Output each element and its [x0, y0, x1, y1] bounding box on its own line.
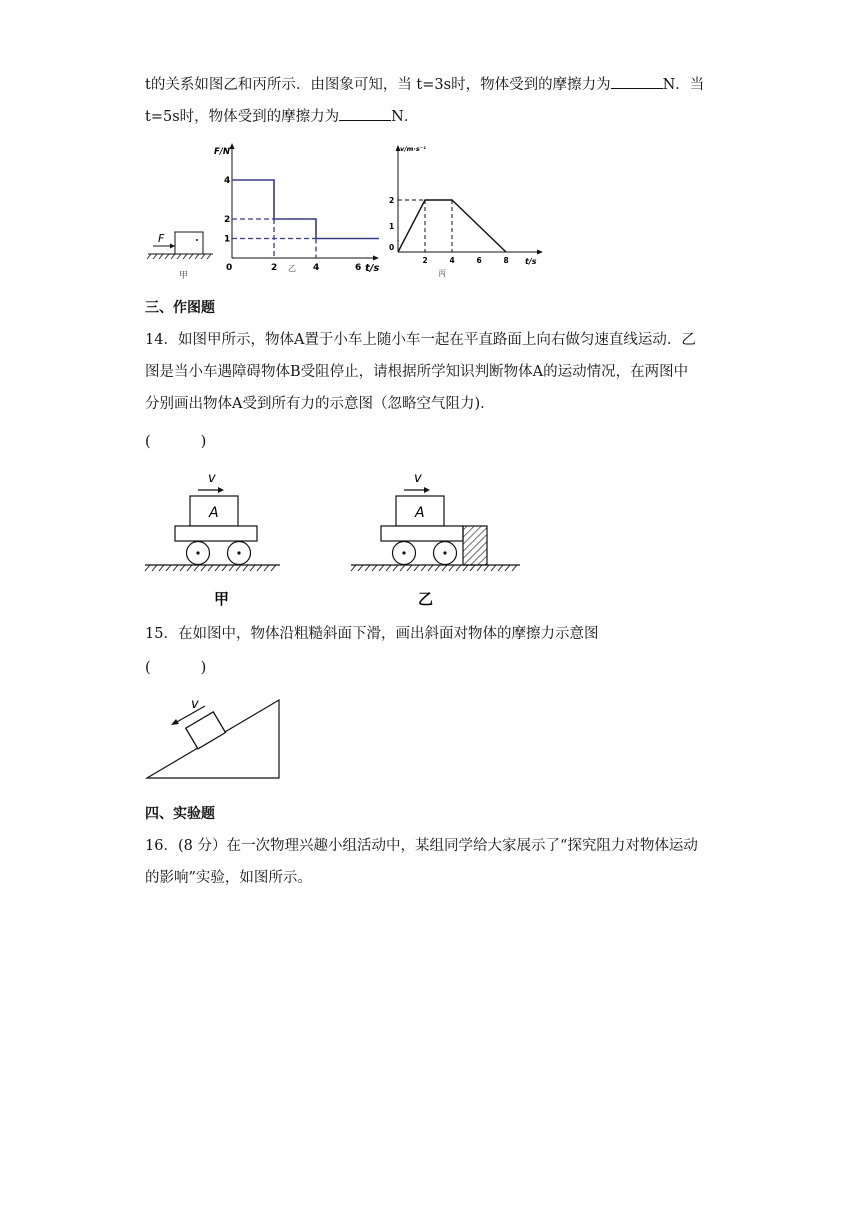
ground-hatch — [428, 565, 433, 571]
x-axis-label: t/s — [365, 263, 380, 274]
ground-hatch — [484, 565, 489, 571]
ground-hatch — [372, 565, 377, 571]
velocity-label: v — [414, 471, 422, 486]
ground-hatch — [456, 565, 461, 571]
q15-line-1: 15．在如图中，物体沿粗糙斜面下滑，画出斜面对物体的摩擦力示意图 — [145, 626, 599, 642]
q14-line-3: 分别画出物体A受到所有力的示意图（忽略空气阻力)． — [145, 396, 495, 412]
ground-hatch — [187, 565, 192, 571]
x-tick-label: 6 — [355, 263, 362, 273]
ground-hatch — [449, 565, 454, 571]
q14-line-2: 图是当小车遇障碍物体B受阻停止，请根据所学知识判断物体A的运动情况，在两图中 — [145, 364, 689, 380]
q14-answer-paren[interactable]: ( ) — [145, 434, 207, 450]
ground-hatch — [243, 565, 248, 571]
ground-hatch — [215, 565, 220, 571]
ground-hatch — [271, 565, 276, 571]
answer-blank-1[interactable] — [611, 74, 663, 89]
obstacle-b — [463, 526, 487, 565]
y-tick-label: 1 — [389, 222, 395, 231]
q13-figure-bing-chart — [380, 140, 545, 280]
y-axis-label: v/m·s⁻¹ — [400, 145, 426, 153]
caption-yi: 乙 — [418, 590, 434, 608]
ground-hatch — [491, 565, 496, 571]
q13-line-1: t的关系如图乙和丙所示．由图象可知，当 t=3s时，物体受到的摩擦力为 N．当 — [145, 74, 704, 95]
caption-bing: 丙 — [438, 269, 446, 278]
ground-hatch — [505, 565, 510, 571]
ground-hatch — [152, 565, 157, 571]
ground-hatch — [201, 565, 206, 571]
ground-hatch — [498, 565, 503, 571]
x-tick-label: 4 — [449, 256, 455, 265]
section-3-title: 三、作图题 — [145, 300, 215, 316]
ground-hatch — [435, 565, 440, 571]
x-tick-label: 4 — [313, 263, 320, 273]
ground-hatch — [222, 565, 227, 571]
ground-hatch — [386, 565, 391, 571]
q13-figure-yi-chart — [210, 140, 380, 285]
answer-blank-2[interactable] — [339, 106, 391, 121]
ground-hatch — [229, 565, 234, 571]
ground-hatch — [257, 565, 262, 571]
ground-hatch — [470, 565, 475, 571]
ground-hatch — [173, 565, 178, 571]
y-tick-label: 2 — [224, 215, 231, 225]
x-tick-label: 6 — [476, 256, 482, 265]
velocity-label: v — [208, 471, 216, 486]
q15-incline-figure — [143, 694, 293, 784]
force-series-line — [232, 180, 379, 239]
ground-hatch — [351, 565, 356, 571]
ground-hatch — [477, 565, 482, 571]
velocity-label: v — [191, 697, 199, 712]
ground-hatch — [421, 565, 426, 571]
q15-answer-paren[interactable]: ( ) — [145, 660, 207, 676]
caption-yi: 乙 — [288, 264, 296, 273]
ground-hatch — [463, 565, 468, 571]
x-tick-label: 0 — [389, 243, 395, 252]
x-tick-label: 2 — [271, 263, 278, 273]
ground-hatch — [393, 565, 398, 571]
ground-hatch — [365, 565, 370, 571]
x-tick-label: 8 — [503, 256, 509, 265]
q13-line-2: t=5s时，物体受到的摩擦力为 N． — [145, 106, 418, 127]
ground-hatch — [414, 565, 419, 571]
q16-line-1: 16．(8 分）在一次物理兴趣小组活动中，某组同学给大家展示了“探究阻力对物体运动 — [145, 838, 698, 854]
block-on-floor — [175, 232, 203, 254]
ground-hatch — [145, 565, 150, 571]
ground-hatch — [407, 565, 412, 571]
block-a-label: A — [415, 505, 425, 521]
ground-hatch — [512, 565, 517, 571]
caption-jia: 甲 — [179, 271, 189, 280]
ground-hatch — [194, 565, 199, 571]
caption-jia: 甲 — [214, 590, 230, 608]
q14-figure-jia — [142, 468, 282, 608]
q13-figure-jia — [145, 150, 215, 280]
x-tick-label: 2 — [422, 256, 428, 265]
ground-hatch — [442, 565, 447, 571]
y-tick-label: 1 — [224, 234, 231, 245]
ground-hatch — [379, 565, 384, 571]
q14-figure-yi — [348, 468, 528, 608]
ground-hatch — [358, 565, 363, 571]
force-label: F — [158, 232, 165, 245]
y-tick-label: 4 — [224, 176, 231, 186]
q14-line-1: 14．如图甲所示，物体A置于小车上随小车一起在平直路面上向右做匀速直线运动．乙 — [145, 332, 696, 348]
ground-hatch — [236, 565, 241, 571]
ground-hatch — [400, 565, 405, 571]
ground-hatch — [180, 565, 185, 571]
ground-hatch — [208, 565, 213, 571]
block-a-label: A — [209, 505, 219, 521]
q16-line-2: 的影响”实验，如图所示。 — [145, 870, 312, 886]
x-tick-label: 0 — [226, 263, 233, 273]
ground-hatch — [250, 565, 255, 571]
section-4-title: 四、实验题 — [145, 806, 215, 822]
ground-hatch — [166, 565, 171, 571]
y-axis-label: F/N — [214, 147, 231, 157]
ground-hatch — [159, 565, 164, 571]
ground-hatch — [264, 565, 269, 571]
cart-body — [175, 526, 257, 541]
cart-body — [381, 526, 463, 541]
y-tick-label: 2 — [389, 196, 395, 205]
x-axis-label: t/s — [525, 257, 537, 266]
